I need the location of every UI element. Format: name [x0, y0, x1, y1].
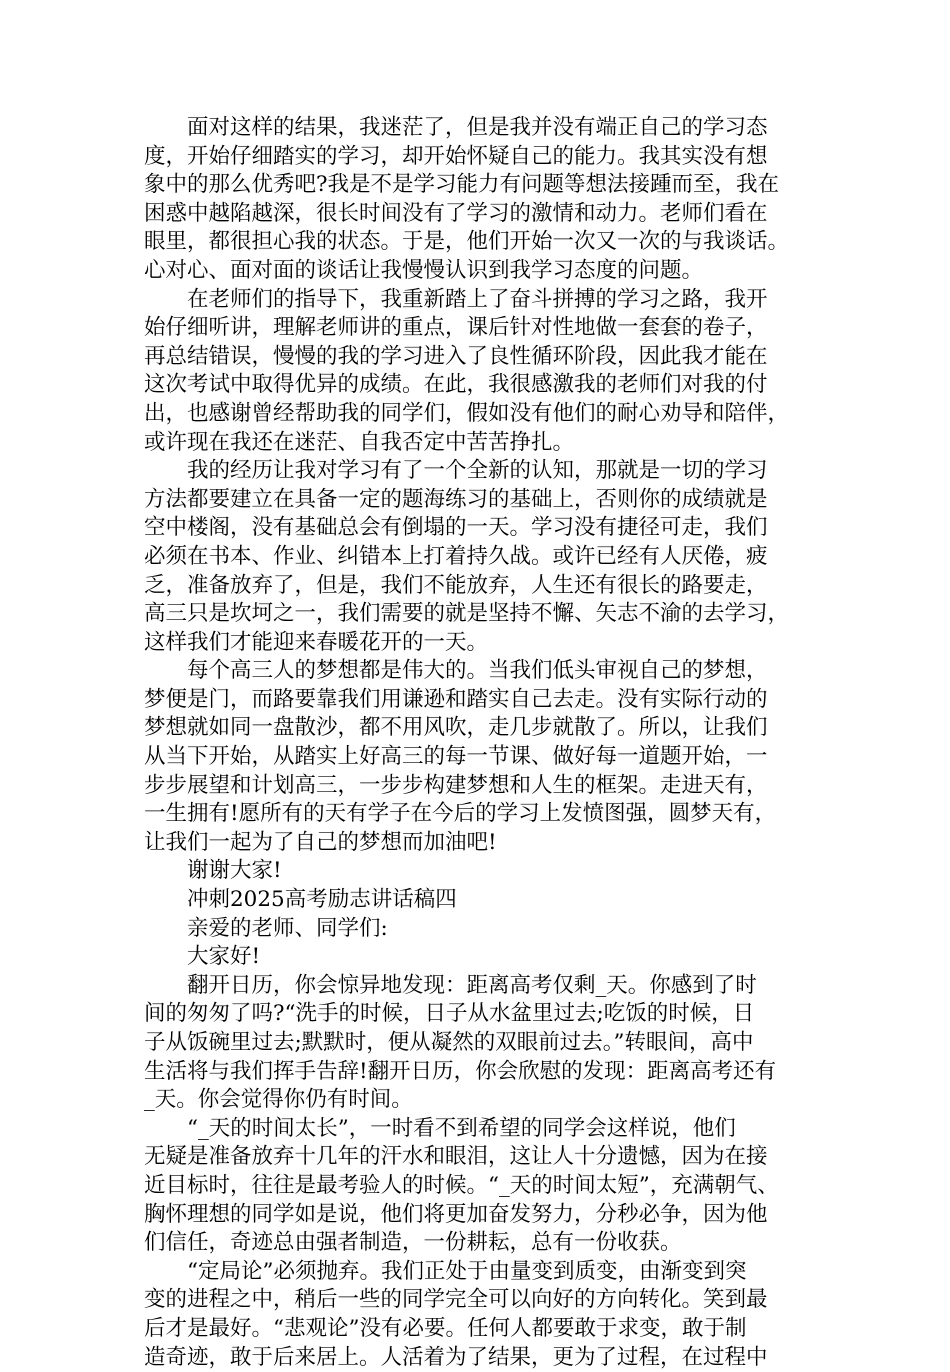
text-line: 乏，准备放弃了，但是，我们不能放弃，人生还有很长的路要走，	[144, 572, 768, 598]
text-line: 必须在书本、作业、纠错本上打着持久战。或许已经有人厌倦，疲	[144, 543, 768, 569]
text-line: 这次考试中取得优异的成绩。在此，我很感激我的老师们对我的付	[144, 372, 768, 398]
text-line: 生活将与我们挥手告辞!翻开日历，你会欣慰的发现：距离高考还有	[144, 1058, 777, 1084]
text-line: 近目标时，往往是最考验人的时候。“_天的时间太短”，充满朝气、	[144, 1172, 779, 1198]
text-line: _天。你会觉得你仍有时间。	[144, 1087, 413, 1113]
text-line: “_天的时间太长”，一时看不到希望的同学会这样说，他们	[144, 1115, 736, 1141]
text-line: 让我们一起为了自己的梦想而加油吧!	[144, 829, 497, 855]
text-line: 后才是最好。“悲观论”没有必要。任何人都要敢于求变，敢于制	[144, 1315, 747, 1341]
document-page	[144, 114, 808, 1372]
text-line: 梦便是门，而路要靠我们用谦逊和踏实自己去走。没有实际行动的	[144, 686, 768, 712]
text-line: 变的进程之中，稍后一些的同学完全可以向好的方向转化。笑到最	[144, 1287, 768, 1313]
text-line: “定局论”必须抛弃。我们正处于由量变到质变，由渐变到突	[144, 1258, 747, 1284]
text-line: 在老师们的指导下，我重新踏上了奋斗拼搏的学习之路，我开	[144, 286, 768, 312]
section-heading: 冲刺2025高考励志讲话稿四	[144, 887, 457, 913]
text-line: 再总结错误，慢慢的我的学习进入了良性循环阶段，因此我才能在	[144, 343, 768, 369]
text-line: 心对心、面对面的谈话让我慢慢认识到我学习态度的问题。	[144, 257, 704, 283]
text-line: 造奇迹，敢于后来居上。人活着为了结果，更为了过程，在过程中	[144, 1344, 768, 1370]
text-line: 每个高三人的梦想都是伟大的。当我们低头审视自己的梦想，	[144, 658, 768, 684]
text-line: 从当下开始，从踏实上好高三的每一节课、做好每一道题开始，一	[144, 744, 768, 770]
text-line: 高三只是坎坷之一，我们需要的就是坚持不懈、矢志不渝的去学习，	[144, 601, 790, 627]
text-line: 们信任，奇迹总由强者制造，一份耕耘，总有一份收获。	[144, 1230, 682, 1256]
text-line: 亲爱的老师、同学们:	[144, 915, 388, 941]
text-line: 无疑是准备放弃十几年的汗水和眼泪，这让人十分遗憾，因为在接	[144, 1144, 768, 1170]
text-line: 梦想就如同一盘散沙，都不用风吹，走几步就散了。所以，让我们	[144, 715, 768, 741]
text-line: 步步展望和计划高三，一步步构建梦想和人生的框架。走进天有，	[144, 772, 768, 798]
text-line: 眼里，都很担心我的状态。于是，他们开始一次又一次的与我谈话。	[144, 229, 790, 255]
text-line: 间的匆匆了吗?“洗手的时候，日子从水盆里过去;吃饭的时候，日	[144, 1001, 755, 1027]
text-line: 一生拥有!愿所有的天有学子在今后的学习上发愤图强，圆梦天有，	[144, 801, 777, 827]
text-line: 空中楼阁，没有基础总会有倒塌的一天。学习没有捷径可走，我们	[144, 515, 768, 541]
text-line: 面对这样的结果，我迷茫了，但是我并没有端正自己的学习态	[144, 115, 768, 140]
text-line: 困惑中越陷越深，很长时间没有了学习的激情和动力。老师们看在	[144, 200, 768, 226]
text-line: 始仔细听讲，理解老师讲的重点，课后针对性地做一套套的卷子，	[144, 315, 768, 341]
text-line: 大家好!	[144, 944, 261, 970]
text-line: 方法都要建立在具备一定的题海练习的基础上，否则你的成绩就是	[144, 486, 768, 512]
text-line: 谢谢大家!	[144, 858, 282, 884]
text-line: 度，开始仔细踏实的学习，却开始怀疑自己的能力。我其实没有想	[144, 143, 768, 169]
text-line: 象中的那么优秀吧?我是不是学习能力有问题等想法接踵而至，我在	[144, 172, 780, 198]
text-line: 我的经历让我对学习有了一个全新的认知，那就是一切的学习	[144, 458, 768, 484]
text-line: 胸怀理想的同学如是说，他们将更加奋发努力，分秒必争，因为他	[144, 1201, 768, 1227]
text-line: 翻开日历，你会惊异地发现：距离高考仅剩_天。你感到了时	[144, 972, 757, 998]
text-line: 这样我们才能迎来春暖花开的一天。	[144, 629, 489, 655]
text-line: 子从饭碗里过去;默默时，便从凝然的双眼前过去。”转眼间，高中	[144, 1030, 754, 1055]
text-line: 出，也感谢曾经帮助我的同学们，假如没有他们的耐心劝导和陪伴，	[144, 400, 790, 426]
text-line: 或许现在我还在迷茫、自我否定中苦苦挣扎。	[144, 429, 575, 455]
